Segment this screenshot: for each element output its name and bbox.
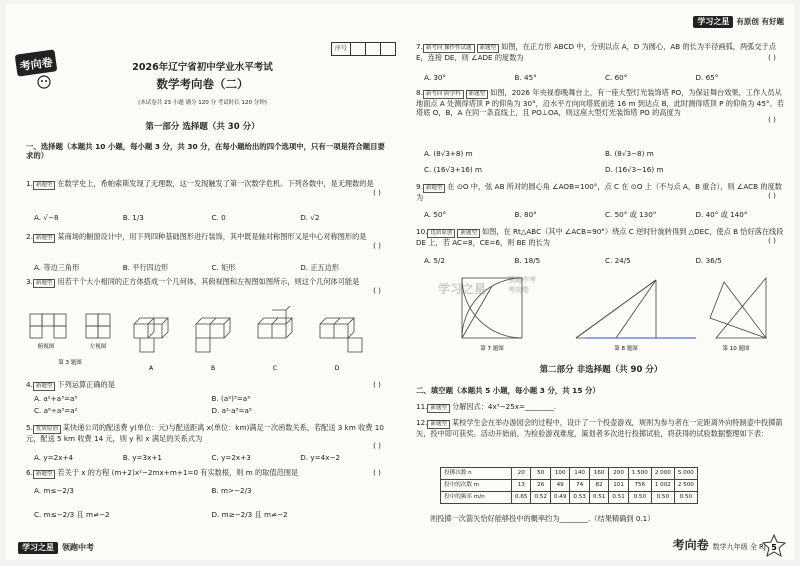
page-number: 5 [771, 543, 777, 552]
top-view-label: 俯视图 [37, 344, 55, 350]
cube-option-d [320, 318, 362, 352]
footer-title: 考向卷 [672, 538, 709, 552]
option[interactable]: A. (8√3+8) m [424, 149, 473, 158]
footer-info: 数学九年级 全 RJ [712, 543, 766, 551]
option[interactable]: A. 等边三角形 [34, 263, 80, 272]
q4-options-row2 [34, 406, 389, 415]
right-column [408, 4, 794, 560]
right-header [693, 16, 784, 28]
cube-option-a [134, 318, 168, 352]
question-10: 10. 优质原创 新题型 如图，在 Rt△ABC（其中 ∠ACB=90°）绕点 C 逆时针旋转得到 △DEC，使点 B 恰好落在线段 DE 上，若 AC=8，CE=6，则 BE 的长为 ( ) [416, 227, 784, 247]
watermark-brand: 学习之星 [438, 282, 487, 296]
table-row: 投掷次数 n 20 50 100 140 160 200 1 500 2 000 5 000 [441, 468, 698, 480]
question-1: 1. 新题型 在数学史上，希帕索斯发现了无理数，这一发现触发了第一次数学危机。下列各数中，是无理数的是 ( ) [26, 179, 381, 197]
option[interactable]: B. y=3x+1 [122, 453, 162, 462]
question-4: 4. 新题型 下列运算正确的是 ( ) [26, 380, 381, 389]
option[interactable]: B. (a²)³=a⁵ [211, 394, 251, 403]
question-2: 2. 新题型 某商场的橱窗设计中，用下列四种基础图形进行装饰，其中既是轴对称图形又是中心对称图形的是 ( ) [26, 232, 381, 250]
exam-subtitle: 数学考向卷（二） [156, 77, 249, 91]
question-6: 6. 新题型 若关于 x 的方程 (m+2)x²−2mx+m+1=0 有实数根，则 m 的取值范围是 ( ) [26, 468, 381, 477]
option[interactable]: B. (8√3−8) m [605, 149, 654, 158]
question-5: 5. 优质原创 某快递公司的配送费 y(单位：元)与配送距离 x(单位：km)满足一次函数关系，若配送 3 km 收费 10 元，配送 5 km 收费 14 元，则 y 和 x 满足的关系式为 ( ) [26, 423, 384, 450]
q3-caption: 第 3 题图 [58, 360, 82, 366]
part2-title: 第二部分 非选择题（共 90 分） [539, 365, 663, 375]
option[interactable]: D. m≥−2/3 且 m≠−2 [211, 510, 288, 519]
option[interactable]: B. 45° [514, 73, 537, 82]
option[interactable]: C. 50° 或 130° [605, 210, 657, 219]
option[interactable]: B. 80° [514, 210, 537, 219]
option[interactable]: D. (16√3−16) m [605, 165, 664, 174]
question-7: 7. 新考向 操作性试题 新题型 如图，在正方形 ABCD 中，分别以点 A，D 为圆心，AB 的长为半径画弧，两弧交于点 E，连接 DE，则 ∠ADE 的度数为 ( ) [416, 42, 776, 62]
option[interactable]: B. 18/5 [514, 256, 541, 265]
badge-text: 考向卷 [18, 55, 54, 74]
question-12: 12. 新题型 某校学生会在举办游园会的过程中，设计了一个投壶游戏，规则为参与者在一定距离外向特制壶中投掷箭矢，投中即可获奖。活动开始前，为检验游戏难度，策划者多次进行投掷试验，将获得的试验数据整理如下表： [416, 418, 783, 438]
cube-option-b [196, 318, 230, 352]
q5-options [34, 453, 389, 462]
question-12-end: 则投掷一次箭矢恰好能够投中的概率约为________.（结果精确到 0.1） [430, 514, 655, 523]
cube-option-c [258, 306, 292, 338]
top-view-drawing [30, 314, 66, 338]
option[interactable]: C. 矩形 [211, 263, 236, 272]
q1-options [34, 213, 389, 222]
q10-caption: 第 10 题图 [722, 346, 750, 352]
option[interactable]: C. m≤−2/3 且 m≠−2 [34, 510, 110, 519]
q3-figure [26, 306, 391, 376]
question-3: 3. 新题型 用若干个大小相同的正方体搭成一个几何体，其俯视图和左视图如图所示，则这个几何体可能是 ( ) [26, 277, 381, 295]
option[interactable]: C. y=2x+3 [211, 453, 251, 462]
option[interactable]: A. √−8 [34, 213, 59, 222]
watermark-sub: 领跑中考 [508, 276, 536, 284]
q6-options-row2 [34, 510, 389, 519]
part1-title: 第一部分 选择题（共 30 分） [145, 122, 260, 132]
header-slogan: 有原创 有好题 [736, 17, 784, 27]
fig-option-c: C [272, 365, 278, 372]
exam-page [6, 4, 794, 560]
option[interactable]: A. 30° [424, 73, 447, 82]
option[interactable]: D. 正五边形 [300, 263, 340, 272]
option[interactable]: D. 40° 或 140° [695, 210, 748, 219]
option[interactable]: C. 60° [605, 73, 628, 82]
table-row: 投中的次数 m 13 26 49 74 82 101 756 1 002 2 500 [441, 480, 698, 492]
section1-heading: 一、选择题（本题共 10 小题，每小题 3 分，共 30 分，在每小题给出的四个选项中，只有一项是符合题目要求的） [26, 142, 385, 161]
section2-heading: 二、填空题（本题共 5 小题，每小题 3 分，共 15 分） [416, 386, 600, 395]
q8-options-row2 [424, 165, 786, 174]
sequence-box [331, 42, 396, 56]
fig-option-b: B [210, 365, 216, 372]
option[interactable]: B. m>−2/3 [211, 486, 252, 495]
left-view-drawing [86, 314, 110, 338]
q7-options [424, 73, 786, 82]
left-column [6, 4, 399, 560]
option[interactable]: A. a²+a³=a⁵ [34, 394, 78, 403]
option[interactable]: A. 50° [424, 210, 447, 219]
left-view-label: 左视图 [89, 344, 107, 350]
seq-label: 序号 [332, 43, 351, 55]
question-11: 11. 新题型 分解因式：4x³−25x=________. [416, 402, 557, 411]
fig-option-a: A [148, 365, 154, 372]
option[interactable]: B. 平行四边形 [122, 263, 169, 272]
fig-option-d: D [334, 365, 340, 372]
q10-triangle-figure [710, 278, 766, 338]
option[interactable]: D. √2 [300, 213, 320, 222]
option[interactable]: C. 0 [211, 213, 226, 222]
option[interactable]: A. m≤−2/3 [34, 486, 74, 495]
option[interactable]: B. 1/3 [122, 213, 144, 222]
header-brand-logo: 学习之星 [693, 16, 733, 28]
option[interactable]: A. y=2x+4 [34, 453, 74, 462]
q8-caption: 第 8 题图 [614, 346, 638, 352]
q8-tower-figure [576, 280, 696, 338]
q9-options [424, 210, 786, 219]
exam-info: (本试卷共 23 小题 满分 120 分 考试时长 120 分钟) [138, 100, 267, 106]
option[interactable]: A. 5/2 [424, 256, 445, 265]
q6-options-row1 [34, 486, 389, 495]
footer-subtitle: 领跑中考 [62, 543, 94, 552]
exam-title: 2026年辽宁省初中学业水平考试 [132, 62, 273, 73]
q7-caption: 第 7 题图 [480, 346, 504, 352]
footer-brand-logo: 学习之星 [18, 542, 58, 554]
q10-options [424, 256, 786, 265]
question-9: 9. 新题型 在 ⊙O 中，弦 AB 所对的圆心角 ∠AOB=100°，点 C 在 ⊙O 上（不与点 A，B 重合），则 ∠ACB 的度数为 ( ) [416, 182, 782, 202]
question-8: 8. 新考向 跨学科 新题型 如图，2026 年央视春晚舞台上，有一座大型灯光装饰塔 PO，为保证舞台效果，工作人员从地面点 A 处测得塔顶 P 的仰角为 30°，沿水平方向向塔底前进 16 m 到达点 B，此时测得塔顶 P 的仰角为 45°。若塔底 O，B，A 在同一条直线上，且 PO⊥OA，则这座大型灯光装饰塔 PO 的高度为 ( ) [416, 88, 784, 124]
option[interactable]: D. 65° [695, 73, 719, 82]
question-tag: 新题型 [33, 181, 56, 190]
right-footer [673, 538, 766, 553]
throw-stats-table [440, 467, 698, 504]
q2-options [34, 263, 389, 272]
q4-options-row1 [34, 394, 389, 403]
option[interactable]: D. 36/5 [695, 256, 722, 265]
option[interactable]: C. (16√3+16) m [424, 165, 482, 174]
q8-options-row1 [424, 149, 786, 158]
option[interactable]: D. y=4x−2 [300, 453, 341, 462]
option[interactable]: C. a⁶÷a³=a² [34, 406, 78, 415]
option[interactable]: D. a²·a³=a⁵ [211, 406, 252, 415]
left-footer [18, 542, 94, 554]
table-row: 投中的频率 m/n 0.65 0.52 0.49 0.53 0.51 0.51 0.50 0.50 0.50 [441, 492, 698, 504]
option[interactable]: C. 24/5 [605, 256, 631, 265]
page-number-star-icon [762, 534, 786, 558]
watermark-exam: 考向卷 [508, 286, 529, 294]
